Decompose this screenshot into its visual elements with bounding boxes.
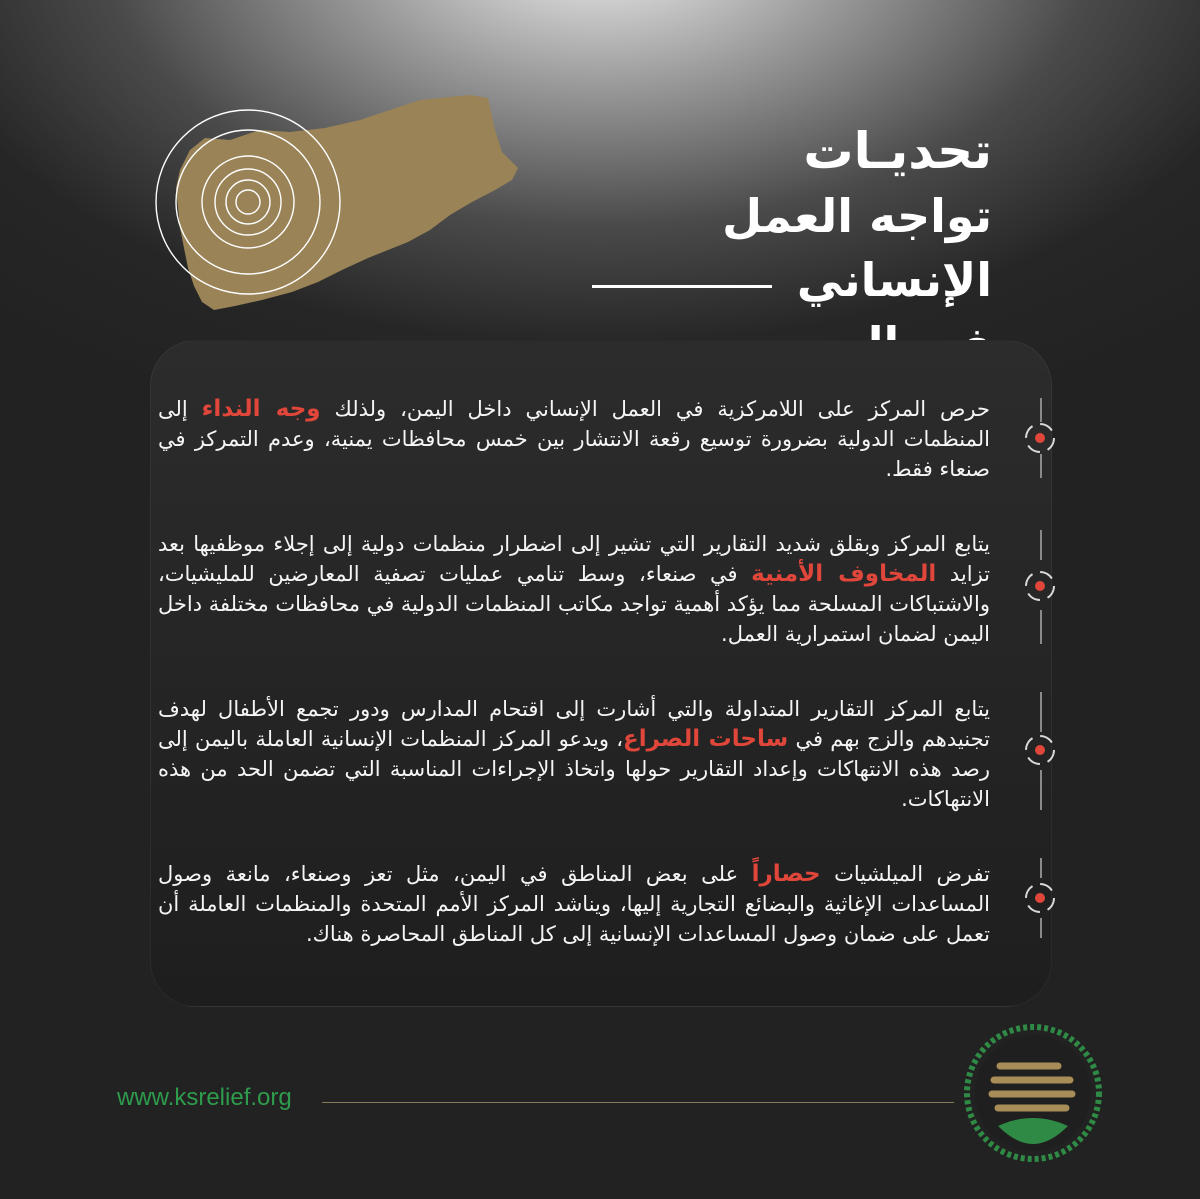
yemen-map (150, 90, 550, 330)
timeline-segment (1040, 858, 1042, 878)
paragraph-3: يتابع المركز التقارير المتداولة والتي أشارت إلى اقتحام المدارس ودور تجمع الأطفال لهدف تجنيدهم والزج بهم في ساحات الصراع، ويدعو المركز المنظمات الإنسانية العاملة باليمن إلى رصد هذه الانتهاكات وإعداد التقارير حولها واتخاذ الإجراءات المناسبة التي تضمن الحد من هذه الانتهاكات. (158, 697, 990, 811)
timeline-marker-icon (1018, 728, 1062, 772)
footer-divider (322, 1102, 954, 1103)
timeline-segment (1040, 770, 1042, 810)
timeline-segment (1040, 610, 1042, 644)
ksrelief-logo-icon (958, 1018, 1108, 1168)
title-line-1: تحديـات (803, 122, 992, 180)
timeline-marker-icon (1018, 564, 1062, 608)
highlight-text: وجه النداء (201, 396, 321, 422)
website-link[interactable]: www.ksrelief.org (117, 1084, 292, 1111)
timeline-marker-icon (1018, 416, 1062, 460)
timeline-marker-icon (1018, 876, 1062, 920)
paragraph-4: تفرض الميلشيات حصاراً على بعض المناطق في اليمن، مثل تعز وصنعاء، مانعة وصول المساعدات الإغاثية والبضائع التجارية إليها، ويناشد المركز الأمم المتحدة والمنظمات العاملة أن تعمل على ضمان وصول المساعدات الإنسانية إلى كل المناطق المحاصرة هناك. (158, 861, 990, 946)
highlight-text: ساحات الصراع (623, 726, 789, 752)
paragraph-2: يتابع المركز وبقلق شديد التقارير التي تشير إلى اضطرار منظمات دولية إلى إجلاء موظفيها بعد تزايد المخاوف الأمنية في صنعاء، وسط تنامي عمليات تصفية المعارضين للمليشيات، والاشتباكات المسلحة مما يؤكد أهمية تواجد مكاتب المنظمات الدولية في محافظات مختلفة داخل اليمن لضمان استمرارية العمل. (157, 532, 991, 646)
highlight-text: حصاراً (751, 861, 821, 887)
timeline-segment (1040, 692, 1042, 732)
highlight-text: المخاوف الأمنية (751, 561, 937, 587)
title-underline (592, 285, 772, 288)
timeline-segment (1040, 918, 1042, 938)
paragraph-1: حرص المركز على اللامركزية في العمل الإنساني داخل اليمن، ولذلك وجه النداء إلى المنظمات الدولية بضرورة توسيع رقعة الانتشار بين خمس محافظات يمنية، وعدم التمركز في صنعاء فقط. (158, 396, 990, 481)
yemen-map-shape (176, 95, 518, 310)
timeline-segment (1040, 530, 1042, 560)
title-block (512, 118, 992, 376)
title-line-2: تواجه العمل الإنساني (722, 189, 992, 307)
